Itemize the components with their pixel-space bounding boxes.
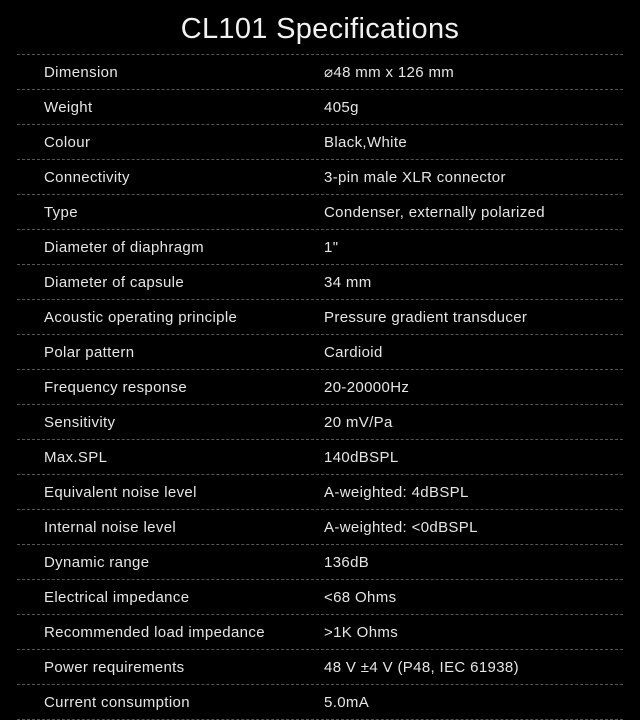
- spec-value: A-weighted: <0dBSPL: [324, 518, 478, 536]
- spec-value: 1": [324, 238, 339, 256]
- spec-value: Black,White: [324, 133, 408, 151]
- spec-row-diameter-of-diaphragm: [17, 230, 623, 265]
- spec-row-acoustic-operating-principle: [17, 300, 623, 335]
- spec-value: 136dB: [324, 553, 370, 571]
- spec-value: 20-20000Hz: [324, 378, 410, 396]
- spec-label: Max.SPL: [44, 448, 108, 466]
- spec-value: Pressure gradient transducer: [324, 308, 528, 326]
- spec-row-frequency-response: [17, 370, 623, 405]
- spec-value: 48 V ±4 V (P48, IEC 61938): [324, 658, 519, 676]
- spec-value: ⌀48 mm x 126 mm: [324, 64, 455, 81]
- spec-label: Equivalent noise level: [44, 483, 197, 501]
- spec-row-electrical-impedance: [17, 580, 623, 615]
- spec-row-power-requirements: [17, 650, 623, 685]
- spec-value: Condenser, externally polarized: [324, 203, 545, 221]
- spec-label: Power requirements: [44, 658, 185, 676]
- spec-value: A-weighted: 4dBSPL: [324, 483, 469, 501]
- spec-label: Internal noise level: [44, 518, 177, 536]
- spec-value: 405g: [324, 98, 359, 116]
- spec-row-dimension: [17, 55, 623, 90]
- spec-value: <68 Ohms: [324, 588, 397, 606]
- spec-row-connectivity: [17, 160, 623, 195]
- spec-label: Recommended load impedance: [44, 623, 265, 641]
- spec-value: 5.0mA: [324, 693, 370, 711]
- spec-label: Connectivity: [44, 168, 130, 186]
- spec-label: Dimension: [44, 63, 119, 81]
- spec-value: 3-pin male XLR connector: [324, 168, 506, 186]
- spec-row-colour: [17, 125, 623, 160]
- spec-row-max-spl: [17, 440, 623, 475]
- spec-value: Cardioid: [324, 343, 383, 361]
- spec-value: 34 mm: [324, 273, 372, 291]
- spec-label: Acoustic operating principle: [44, 308, 238, 326]
- spec-value: 20 mV/Pa: [324, 413, 393, 431]
- spec-row-internal-noise-level: [17, 510, 623, 545]
- spec-label: Current consumption: [44, 693, 190, 711]
- spec-row-dynamic-range: [17, 545, 623, 580]
- spec-row-polar-pattern: [17, 335, 623, 370]
- spec-row-equivalent-noise-level: [17, 475, 623, 510]
- spec-label: Dynamic range: [44, 553, 150, 571]
- spec-row-current-consumption: [17, 685, 623, 720]
- spec-row-recommended-load-impedance: [17, 615, 623, 650]
- spec-label: Frequency response: [44, 378, 188, 396]
- spec-label: Electrical impedance: [44, 588, 190, 606]
- spec-row-diameter-of-capsule: [17, 265, 623, 300]
- spec-value: 140dBSPL: [324, 448, 399, 466]
- spec-label: Diameter of capsule: [44, 273, 185, 291]
- spec-label: Weight: [44, 98, 93, 116]
- page-title: CL101 Specifications: [180, 13, 460, 45]
- spec-value: >1K Ohms: [324, 623, 399, 641]
- spec-label: Diameter of diaphragm: [44, 238, 204, 256]
- spec-row-sensitivity: [17, 405, 623, 440]
- spec-label: Polar pattern: [44, 343, 135, 361]
- spec-table: [17, 54, 623, 720]
- spec-row-weight: [17, 90, 623, 125]
- spec-label: Type: [44, 203, 78, 221]
- spec-label: Sensitivity: [44, 413, 116, 431]
- spec-label: Colour: [44, 133, 91, 151]
- spec-row-type: [17, 195, 623, 230]
